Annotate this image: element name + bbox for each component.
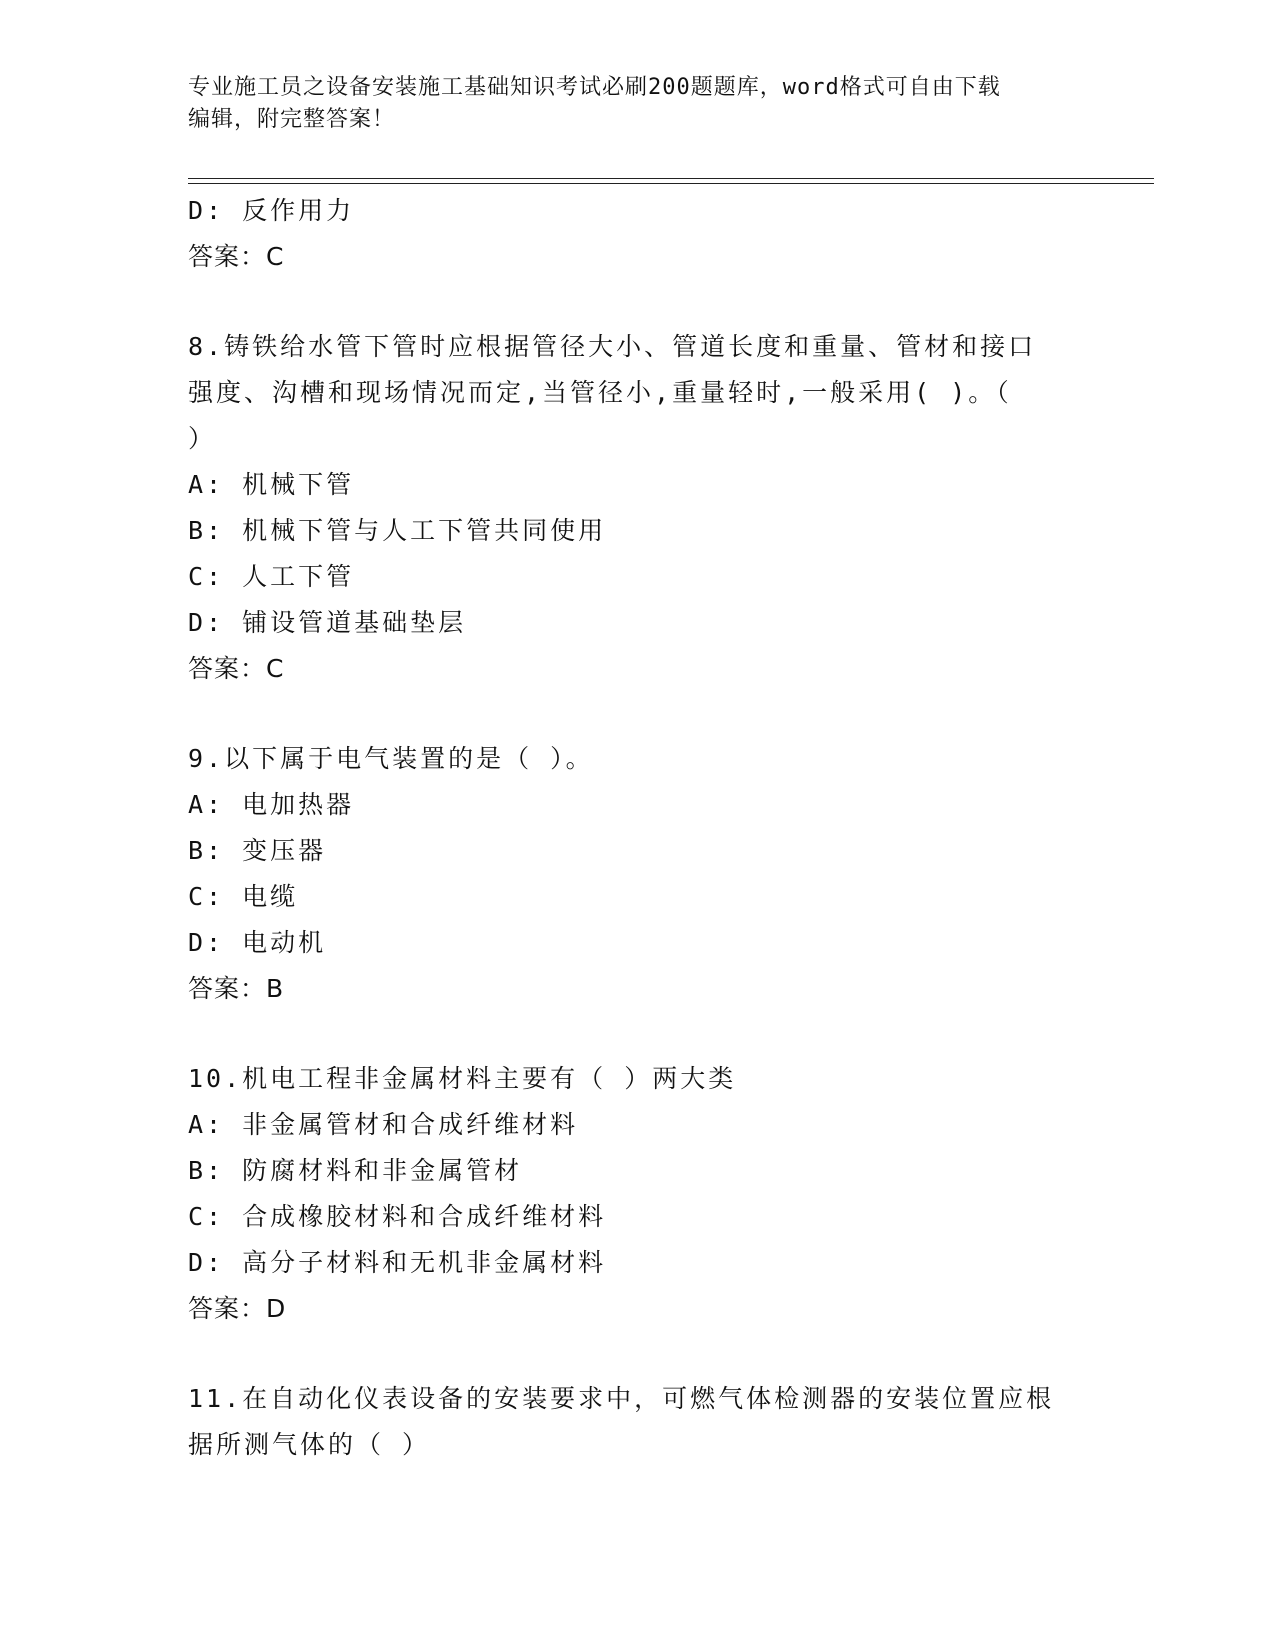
- option-d: D: 高分子材料和无机非金属材料: [188, 1248, 607, 1277]
- answer-line: 答案：C: [188, 242, 285, 271]
- question-stem: 9.以下属于电气装置的是（ ）。: [188, 744, 594, 773]
- question-stem-line-1: 8.铸铁给水管下管时应根据管径大小、管道长度和重量、管材和接口: [188, 332, 1037, 361]
- option-a: A: 机械下管: [188, 470, 355, 499]
- option-d: D: 铺设管道基础垫层: [188, 608, 467, 637]
- question-stem-line-2: 强度、沟槽和现场情况而定,当管径小,重量轻时,一般采用( )。（: [188, 378, 1012, 407]
- question-9: [188, 736, 1088, 1012]
- question-8: [188, 324, 1088, 692]
- option-d: D: 电动机: [188, 928, 327, 957]
- question-stem-line-2: 据所测气体的（ ）: [188, 1430, 431, 1459]
- header-title-line-1: 专业施工员之设备安装施工基础知识考试必刷200题题库，word格式可自由下载: [188, 75, 1001, 100]
- option-a: A: 非金属管材和合成纤维材料: [188, 1110, 579, 1139]
- option-c: C: 合成橡胶材料和合成纤维材料: [188, 1202, 607, 1231]
- option-c: C: 电缆: [188, 882, 299, 911]
- option-b: B: 变压器: [188, 836, 327, 865]
- question-list: [188, 188, 1088, 1468]
- option-b: B: 防腐材料和非金属管材: [188, 1156, 523, 1185]
- option-a: A: 电加热器: [188, 790, 355, 819]
- question-11: [188, 1376, 1088, 1468]
- answer-line: 答案：D: [188, 1294, 287, 1323]
- question-10: [188, 1056, 1088, 1332]
- previous-question-tail: [188, 188, 1088, 280]
- document-header: [188, 72, 1088, 136]
- answer-line: 答案：B: [188, 974, 285, 1003]
- header-title-line-2: 编辑，附完整答案！: [188, 107, 396, 132]
- question-stem-line-3: ）: [188, 424, 217, 453]
- option-b: B: 机械下管与人工下管共同使用: [188, 516, 607, 545]
- option-c: C: 人工下管: [188, 562, 355, 591]
- option-d: D: 反作用力: [188, 196, 355, 225]
- header-rule-top: [188, 178, 1154, 179]
- header-rule-bottom: [188, 183, 1154, 184]
- question-stem-line-1: 11.在自动化仪表设备的安装要求中，可燃气体检测器的安装位置应根: [188, 1384, 1055, 1413]
- answer-line: 答案：C: [188, 654, 285, 683]
- question-stem: 10.机电工程非金属材料主要有（ ）两大类: [188, 1064, 737, 1093]
